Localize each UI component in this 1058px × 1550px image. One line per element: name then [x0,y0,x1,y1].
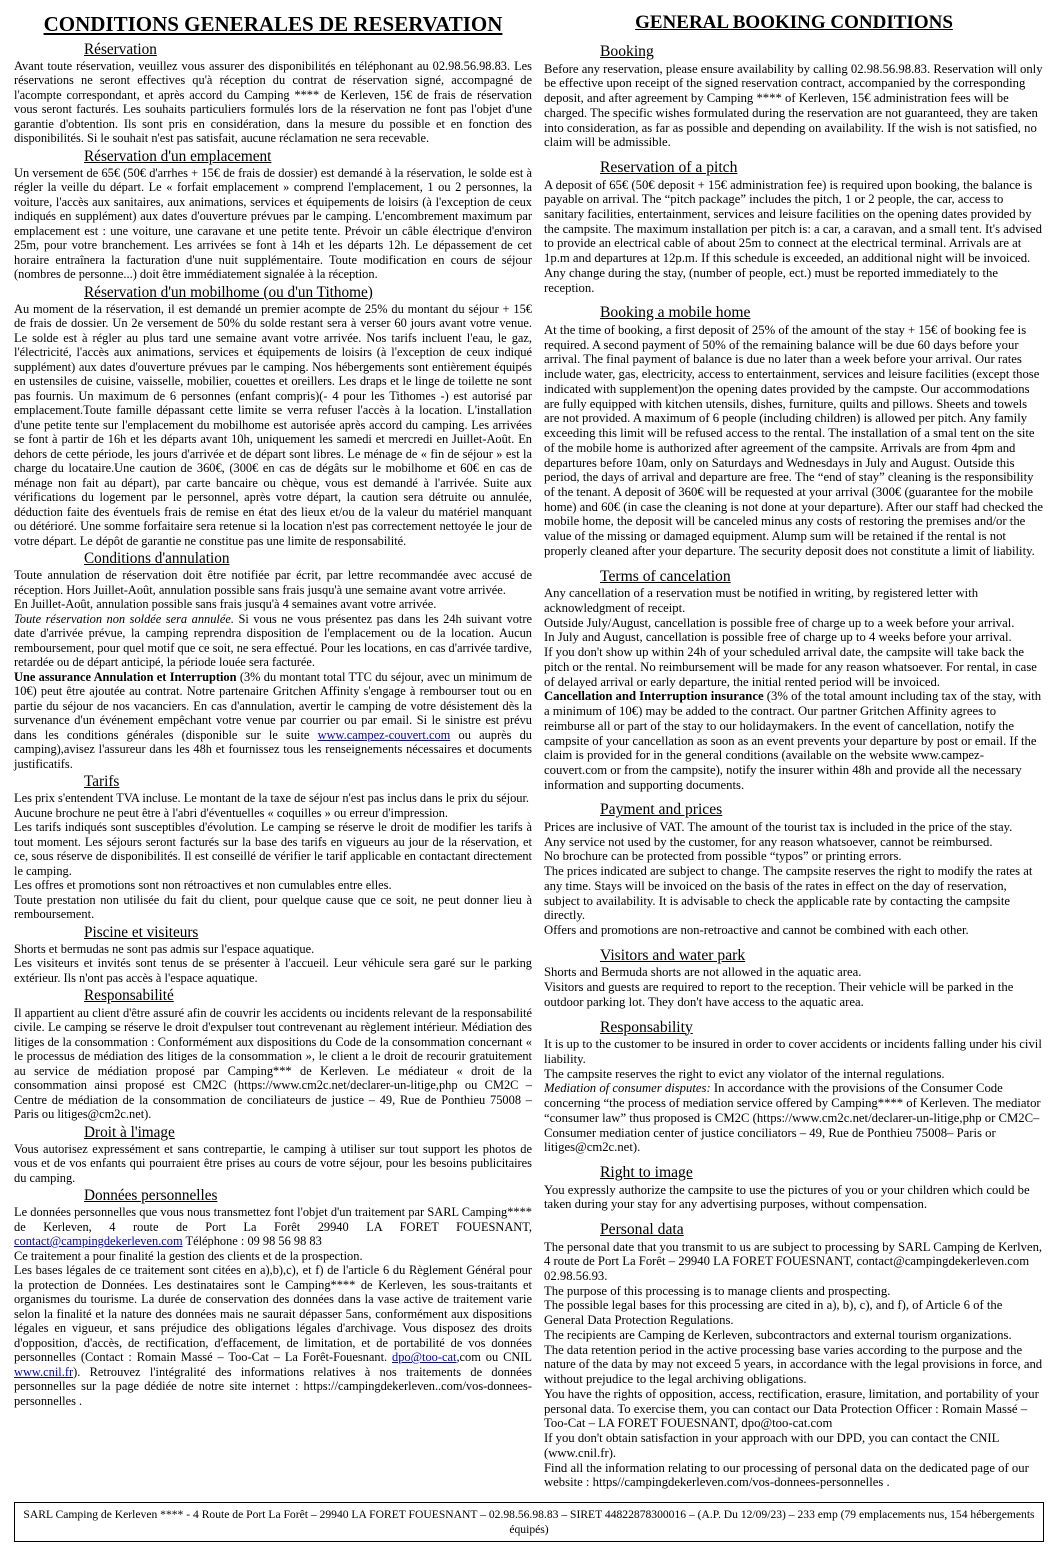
text-segment: If you don't show up within 24h of your scheduled arrival date, the campsite will take back the pitch or the rental. No reimbursement will be made for any reason whatsoever. For rental, in case of delayed arrival or early departure, the initial rented period will be invoiced. [544,645,1037,689]
text-segment: En Juillet-Août, annulation possible sans frais jusqu'à 4 semaines avant votre arrivée. [14,597,437,612]
paragraph [544,1081,1044,1155]
text-segment: Une assurance Annulation et Interruption [14,669,237,684]
text-segment: The campsite reserves the right to evict any violator of the internal regulations. [544,1066,945,1081]
section-heading [14,283,532,302]
text-segment: The possible legal bases for this processing are cited in a), b), c), and f), of Article 6 of the General Data Protection Regulations. [544,1298,1003,1328]
section-heading-text: Reservation of a pitch [600,158,738,176]
paragraph [544,980,1044,1009]
text-segment: Shorts et bermudas ne sont pas admis sur l'espace aquatique. [14,941,315,956]
hyperlink[interactable]: dpo@too-cat [392,1350,457,1365]
text-segment: The personal date that you transmit to us are subject to processing by SARL Camping de Kerlven, 4 route de Port La Forêt – 29940 LA FORET FOUESNANT, contact@campingdekerleven.com 02.98.56.93. [544,1239,1043,1284]
paragraph [544,1183,1044,1212]
text-segment: Toute annulation de réservation doit être notifiée par écrit, par lettre recommandée avec accusé de réception. Hors Juillet-Août, annulation possible sans frais jusqu'à une semaine avant votre arrivée. [14,568,532,597]
section-heading [544,946,1044,966]
text-segment: (3% du montant total TTC du séjour, avec un minimum de 10€) peut être ajoutée au contrat. Notre partenaire Gritchen Affinity s'engage à rembourser tout ou en partie du séjour de nos vacanciers. En cas d'annulation, avertir le camping de votre désistement dès la survenance d'un événement empêchant votre venue par courrier ou par email. Si le sinistre est prévu dans les conditions générales (disponible sur le suite [14,669,532,742]
text-segment: Find all the information relating to our processing of personal data on the dedicated page of our website : https//campingdekerleven.com/vos-donnees-personnelles . [544,1460,1029,1490]
section-terms-cancelation [544,567,1044,793]
paragraph [544,1328,1044,1343]
section-heading-text: Droit à l'image [84,1123,175,1141]
text-segment: Les visiteurs et invités sont tenus de se présenter à l'accueil. Leur véhicule sera garé sur le parking extérieur. Ils n'ont pas accès à l'espace aquatique. [14,956,532,985]
footer-legal-text: SARL Camping de Kerleven **** - 4 Route de Port La Forêt – 29940 LA FORET FOUESNANT – 02.98.56.98.83 – SIRET 44822878300016 – (A.P. Du 12/09/23) – 233 emp (79 emplacements nus, 154 hébergements équipés) [23,1508,1035,1537]
hyperlink[interactable]: www.campez-couvert.com [317,727,451,742]
paragraph [14,59,532,146]
hyperlink[interactable]: www.cnil.fr [14,1364,74,1379]
section-heading [544,567,1044,587]
text-segment: Avant toute réservation, veuillez vous assurer des disponibilités en téléphonant au 02.98.56.98.83. Les réservations ne seront effectives qu'à réception du contrat de réservation signé, accompagné de l'acompte correspondant, et après accord du Camping **** de Kerleven, 15€ de frais de réservation vous seront facturés. Les souhaits particuliers formulés lors de la réservation ne font pas l'objet d'une garantie d'obtention. Ils sont pris en considération, dans la mesure du possible et en fonction des disponibilités. Si le souhait n'est pas satisfait, aucune réclamation ne sera recevable. [14,58,532,146]
section-heading [14,986,532,1005]
paragraph [14,820,532,878]
section-heading-text: Right to image [600,1164,693,1182]
text-segment: Toute réservation non soldée sera annulée. [14,611,234,626]
text-segment: ou auprès du camping),avisez l'assureur dans les 48h et fournissez tous les renseignements nécessaires et documents justificatifs. [14,727,532,771]
section-heading [544,1018,1044,1038]
paragraph [14,1249,532,1264]
text-segment: ,com ou CNIL [456,1350,532,1365]
text-segment: Visitors and guests are required to report to the reception. Their vehicle will be parked in the outdoor parking lot. They don't have access to the aquatic area. [544,980,1014,1009]
paragraph [14,1263,532,1408]
section-heading [14,923,532,942]
paragraph [544,1067,1044,1082]
text-segment: Any cancellation of a reservation must be notified in writing, by registered letter with acknowledgment of receipt. [544,586,979,615]
section-heading [14,1123,532,1142]
section-heading-text: Piscine et visiteurs [84,923,199,941]
text-segment: In accordance with the provisions of the Consumer Code concerning “the process of mediation service offered by Camping**** of Kerleven. The mediator “consumer law” thus proposed is CM2C (https://www.cm2c.net/declarer-un-litige,php or CM2C– Consumer mediation center of justice conciliators – 49, Rue de Ponthieu 75008– Paris or litiges@cm2c.net). [544,1081,1041,1155]
text-segment: Any service not used by the customer, for any reason whatsoever, cannot be reimbursed. [544,834,993,849]
text-segment: Si vous ne vous présentez pas dans les 24h suivant votre date d'arrivée prévue, la camping reprendra disposition de l'emplacement ou de la location. Aucun remboursement, pour quel motif que ce soit, ne sera effectué. Pour les locations, en cas d'arrivée tardive, retardée ou de départ anticipé, la période louée sera facturée. [14,611,532,670]
section-reservation-mobilhome [14,283,532,549]
section-heading-text: Booking a mobile home [600,304,751,322]
text-segment: You expressly authorize the campsite to use the pictures of you or your children which could be taken during your stay for any advertising purposes, without compensation. [544,1182,1030,1212]
text-segment: Les tarifs indiqués sont susceptibles d'évolution. Le camping se réserve le droit de modifier les tarifs à tout moment. Les séjours seront facturés sur la base des tarifs en vigueurs au jour de la réservation, et ce, sous réserve de disponibilités. Il est conseillé de vérifier le tarif applicable en contactant directement le camping. [14,820,532,878]
section-payment-prices [544,800,1044,937]
paragraph [14,1142,532,1186]
page-title-english [544,12,1044,34]
paragraph [544,645,1044,689]
paragraph [14,893,532,922]
section-heading [544,303,1044,323]
two-column-layout [14,10,1044,1490]
section-heading-text: Tarifs [84,773,120,791]
paragraph [544,1461,1044,1490]
text-segment: The purpose of this processing is to manage clients and prospecting. [544,1283,891,1298]
text-segment: Ce traitement a pour finalité la gestion des clients et de la prospection. [14,1248,363,1263]
section-heading-text: Booking [600,43,654,61]
paragraph [544,689,1044,792]
section-heading-text: Visitors and water park [600,946,746,964]
paragraph [544,1037,1044,1066]
section-heading [14,772,532,791]
section-reservation [14,40,532,146]
paragraph [14,806,532,821]
section-heading [544,1220,1044,1240]
text-segment: Les prix s'entendent TVA incluse. Le montant de la taxe de séjour n'est pas inclus dans le prix du séjour. [14,791,530,806]
section-heading [14,549,532,568]
text-segment: You have the rights of opposition, access, rectification, erasure, limitation, and portability of your personal data. To exercise them, you can contact our Data Protection Officer : Romain Massé – Too-Cat – LA FORET FOUESNANT, dpo@too-cat.com [544,1386,1039,1431]
paragraph [544,178,1044,296]
text-segment: Prices are inclusive of VAT. The amount of the tourist tax is included in the price of the stay. [544,820,1013,834]
text-segment: Mediation of consumer disputes: [544,1081,711,1096]
paragraph [544,1343,1044,1387]
text-segment: No brochure can be protected from possible “typos” or printing errors. [544,849,902,864]
paragraph [14,791,532,806]
text-segment: Before any reservation, please ensure availability by calling 02.98.56.98.83. Reservation will only be effective upon receipt of the signed reservation contract, accompanied by the corresponding deposit, and after agreement by Camping **** of Kerleven, 15€ administration fees will be charged. The specific wishes formulated during the reservation are not guaranteed, they are taken into consideration, as far as possible and depending on availability. If the wish is not satisfied, no claim will be admissible. [544,61,1043,150]
paragraph [544,835,1044,850]
section-heading [14,40,532,59]
page-title-french-text: CONDITIONS GENERALES DE RESERVATION [43,12,503,36]
text-segment: If you don't obtain satisfaction in your approach with our DPD, you can contact the CNIL (www.cnil.fr). [544,1431,999,1460]
paragraph [544,62,1044,150]
text-segment: Téléphone : 09 98 56 98 83 [182,1234,322,1249]
section-responsability [544,1018,1044,1155]
section-heading [544,800,1044,820]
text-segment: Un versement de 65€ (50€ d'arrhes + 15€ de frais de dossier) est demandé à la réservation, le solde est à régler la veille du départ. Le « forfait emplacement » comprend l'emplacement, 1 ou 2 personnes, la voiture, l'accès aux sanitaires, aux animations, services et équipements de loisirs (à l'exception de ceux indiqués en supplément) aux dates d'ouverture prévues par le camping. L'encombrement maximum par emplacement est : une voiture, une caravane et une petite tente. Prévoir un câble électrique d'environ 25m, pour votre branchement. Les arrivées se font à 14h et les départs 12h. Le dépassement de cet horaire entraînera la facturation d'une nuit supplémentaire. Toute modification en cours de séjour (nombres de personne...) doit être immédiatement signalée à la réception. [14,165,532,282]
text-segment: It is up to the customer to be insured in order to cover accidents or incidents falling under his civil liability. [544,1037,1042,1066]
paragraph [14,1006,532,1122]
section-heading-text: Terms of cancelation [600,567,731,585]
text-segment: ). Retrouvez l'intégralité des informations relatives à nos traitements de données personnelles sur la page dédiée de notre site internet : https://campingdekerleven..com/vos-donnees-personnelles . [14,1364,532,1408]
text-segment: The prices indicated are subject to change. The campsite reserves the right to modify the rates at any time. Stays will be invoiced on the basis of the rates in effect on the day of reservation, subject to availability. It is advisable to check the applicable rate by contacting the campsite directly. [544,864,1033,923]
section-tarifs [14,772,532,922]
text-segment: Les offres et promotions sont non rétroactives et non cumulables entre elles. [14,878,392,893]
text-segment: Toute prestation non utilisée du fait du client, pour quelque cause que ce soit, ne peut donner lieu à remboursement. [14,892,532,922]
text-segment: Vous autorisez expressément et sans contrepartie, le camping à utiliser sur tout support les photos de vous et de vos enfants qui pourraient être prises au cours de votre séjour, pour les besoins publicitaires du camping. [14,1141,532,1185]
section-heading [14,147,532,166]
paragraph [544,586,1044,615]
section-heading-text: Responsability [600,1018,693,1036]
section-donnees-personnelles [14,1186,532,1408]
footer-legal-box [14,1502,1044,1542]
section-conditions-annulation [14,549,532,771]
paragraph [14,597,532,612]
section-heading [544,158,1044,178]
hyperlink[interactable]: contact@campingdekerleven.com [14,1234,183,1249]
paragraph [544,1284,1044,1299]
section-booking [544,42,1044,150]
column-french [14,10,532,1408]
paragraph [14,1205,532,1249]
paragraph [544,1240,1044,1284]
section-reservation-pitch [544,158,1044,295]
section-heading [544,1163,1044,1183]
section-heading-text: Réservation [84,40,157,58]
paragraph [544,849,1044,864]
paragraph [544,820,1044,835]
section-heading-text: Payment and prices [600,801,723,819]
page-title-french [14,12,532,37]
section-piscine-visiteurs [14,923,532,986]
paragraph [14,166,532,282]
text-segment: Au moment de la réservation, il est demandé un premier acompte de 25% du montant du séjour + 15€ de frais de dossier. Un 2e versement de 50% du solde restant sera à verser 60 jours avant votre venue. Le solde est à régler au plus tard une semaine avant votre arrivée. Nos tarifs incluent l'eau, le gaz, l'électricité, l'accès aux animations, services et équipements de loisirs (à l'exception de ceux indiqué supplément) aux dates d'ouverture prévues par le camping. Nos hébergements sont entièrement équipés en ustensiles de cuisine, vaisselle, mobilier, couettes et oreillers. Les draps et le linge de toilette ne sont pas fournis. Un maximum de 6 personnes (enfant compris)(- 4 pour les Tithomes -) est autorisé par emplacement.Toute famille dépassant cette limite se verra refuser l'accès à la location. L'installation d'une petite tente sur l'emplacement du mobilhome est autorisée après accord du camping. Les arrivées se font à partir de 16h et les départs avant 10h, uniquement les samedi et mercredi en Juillet-Août. En dehors de cette période, les jours d'arrivée et de départ sont libres. Le ménage de « fin de séjour » est la charge du locataire.Une caution de 360€, (300€ en cas de dégâts sur le mobilhome et 60€ en cas de ménage non fait au départ), par carte bancaire ou chèque, vous est demandé à l'arrivée. Suite aux vérifications du logement par le personnel, après votre départ, la caution sera détruite ou annulée, déduction faite des éventuels frais de remise en état des lieux et/ou de la valeur du matériel manquant ou détérioré. Une somme forfaitaire sera retenue si la location n'est pas correctement nettoyée le jour de votre départ. Le dépôt de garantie ne constitue pas une limite de responsabilité. [14,301,532,548]
paragraph [14,956,532,985]
paragraph [544,1298,1044,1327]
section-heading-text: Personal data [600,1221,684,1239]
sections-french [14,40,532,1409]
section-heading-text: Données personnelles [84,1187,218,1205]
paragraph [544,864,1044,923]
section-visitors-water-park [544,946,1044,1010]
text-segment: Shorts and Bermuda shorts are not allowed in the aquatic area. [544,965,862,980]
paragraph [544,616,1044,631]
section-heading [14,1186,532,1205]
section-responsabilite [14,986,532,1121]
section-reservation-emplacement [14,147,532,282]
text-segment: Les bases légales de ce traitement sont citées en a),b),c), et f) de l'article 6 du Règlement Général pour la protection de Données. Les destinataires sont le Camping**** de Kerleven, les sous-traitants et organismes du tourisme. La durée de conservation des données dans la vase active de traitement varie selon la finalité et la nature des données mais ne saurait dépasser 5ans, conformément aux dispositions légales en vigueur, et sans préjudice des obligations légales d'archivage. Vous disposez des droits d'opposition, d'accès, de rectification, d'effacement, de limitation, et de portabilité de vos données personnelles (Contact : Romain Massé – Too-Cat – La Forêt-Fouesnant. [14,1263,532,1365]
text-segment: Outside July/August, cancellation is possible free of charge up to a week before your arrival. [544,615,1015,630]
section-booking-mobile-home [544,303,1044,558]
paragraph [544,1387,1044,1431]
paragraph [14,302,532,549]
text-segment: Aucune brochure ne peut être à l'abri d'éventuelles « coquilles » ou erreur d'impression. [14,805,449,820]
text-segment: Cancellation and Interruption insurance [544,689,764,704]
section-droit-image [14,1123,532,1186]
text-segment: (3% of the total amount including tax of the stay, with a minimum of 10€) may be added to the contract. Our partner Gritchen Affinity agrees to reimburse all or part of the stay to our holidaymakers. In the event of cancellation, notify the campsite of your cancellation as soon as an event prevents your departure by post or email. If the claim is provided for in the general conditions (available on the website www.campez-couvert.com or from the campsite), notify the insurer within 48h and provide all the necessary information and supporting documents. [544,689,1042,792]
paragraph [14,878,532,893]
paragraph [14,568,532,597]
column-english [544,10,1044,1490]
paragraph [14,942,532,957]
paragraph [14,612,532,670]
page-title-english-text: GENERAL BOOKING CONDITIONS [635,12,953,33]
text-segment: At the time of booking, a first deposit of 25% of the amount of the stay + 15€ of booking fee is required. A second payment of 50% of the remaining balance will be due 60 days before your arrival. The final payment of balance is due no later than a week before your arrival. Our rates include water, gas, electricity, access to entertainment, services and leisure facilities (except those indicated with supplement)on the opening dates provided by the campste. Our accommodations are fully equipped with kitchen utensils, dishes, furniture, quilts and pillows. Sheets and towels are not provided. A maximum of 6 people (including children) is allowed per pitch. Any family exceeding this limit will be refused access to the rental. The installation of a smal tent on the site of the mobile home is authorized after agreement of the campsite. Arrivals are from 4pm and departures before 10am, only on Saturdays and Wednesdays in July and August. Outside this period, the days of arrival and departure are free. The “end of stay” cleaning is the responsibility of the tenant. A deposit of 360€ will be requested at your arrival (300€ (guarantee for the mobile home) and 60€ (in case the cleaning is not done at your departure). After our staff had checked the mobile home, the deposit will be canceled minus any costs of restoring the premises and/or the value of the missing or damaged equipment. Alump sum will be retained if the rental is not properly cleaned after your departure. The security deposit does not constitute a limit of liability. [544,322,1043,558]
section-heading [544,42,1044,62]
text-segment: Le données personnelles que vous nous transmettez font l'objet d'un traitement par SARL Camping**** de Kerleven, 4 route de Port La Forêt 29940 LA FORET FOUESNANT, [14,1205,532,1234]
text-segment: A deposit of 65€ (50€ deposit + 15€ administration fee) is required upon booking, the balance is payable on arrival. The “pitch package” includes the pitch, 1 or 2 people, the car, access to sanitary facilities, entertainment, services and leisure facilities on the opening dates provided by the campsite. The maximum installation per pitch is: a car, a caravan, and a small tent. It's advised to provide an electrical cable of about 25m to connect at the electrical terminal. Arrivals are at 1p.m and departures at 12p.m. If this schedule is exceeded, an additional night will be invoiced. Any change during the stay, (number of people, ect.) must be reported immediately to the reception. [544,177,1042,295]
text-segment: In July and August, cancellation is possible free of charge up to 4 weeks before your arrival. [544,630,1012,645]
text-segment: The recipients are Camping de Kerleven, subcontractors and external tourism organizations. [544,1327,1012,1342]
text-segment: The data retention period in the active processing base varies according to the purpose and the nature of the data by may not exceed 5 years, in accordance with the legal provisions in force, and without prejudice to the legal archiving obligations. [544,1342,1043,1387]
paragraph [544,965,1044,980]
paragraph [544,323,1044,559]
section-personal-data [544,1220,1044,1490]
section-heading-text: Réservation d'un mobilhome (ou d'un Tithome) [84,283,373,301]
paragraph [544,923,1044,938]
text-segment: Il appartient au client d'être assuré afin de couvrir les accidents ou incidents relevant de la responsabilité civile. Le camping se réserve le droit d'expulser tout contrevenant au règlement intérieur. Médiation des litiges de la consommation : Conformément aux dispositions du Code de la consommation concernant « le processus de médiation des litiges de la consommation », le client a le droit de recourir gratuitement au service de médiation proposé par Camping*** de Kerleven. Le médiateur « droit de la consommation ainsi proposé est CM2C (https://www.cm2c.net/declarer-un-litige,php ou CM2C – Centre de médiation de la consommation de conciliateurs de justice – 49, Rue de Ponthieu 75008 – Paris ou litiges@cm2c.net). [14,1005,532,1121]
text-segment: Offers and promotions are non-retroactive and cannot be combined with each other. [544,923,969,938]
sections-english [544,42,1044,1490]
section-right-to-image [544,1163,1044,1212]
paragraph [544,630,1044,645]
section-heading-text: Réservation d'un emplacement [84,147,272,165]
paragraph [14,670,532,772]
section-heading-text: Conditions d'annulation [84,550,230,568]
paragraph [544,1431,1044,1460]
section-heading-text: Responsabilité [84,987,174,1005]
